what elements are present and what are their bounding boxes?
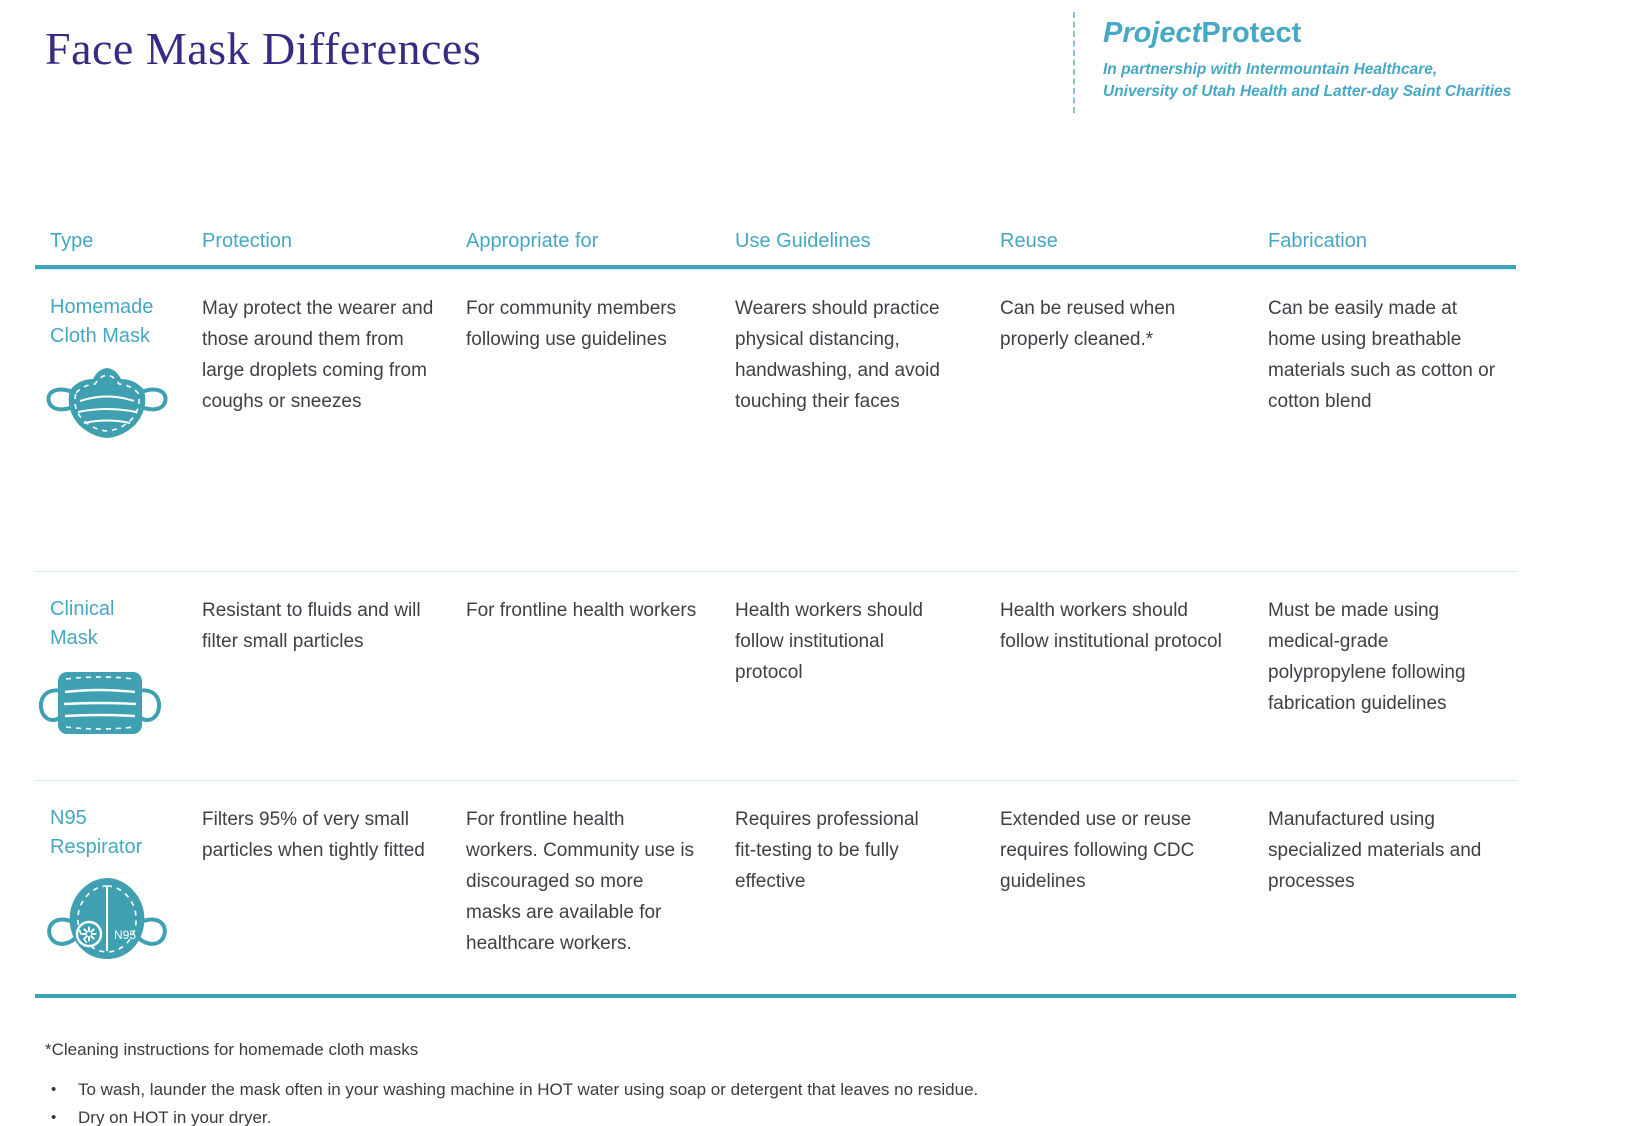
- reuse-text: Extended use or reuse requires following CDC guidelines: [1000, 809, 1195, 892]
- table-row-clinical-mask: [35, 571, 1516, 780]
- appropriate-for-text: For frontline health workers. Community use is discouraged so more masks are available for healthcare workers.: [466, 809, 695, 954]
- column-header-protection: Protection: [202, 230, 293, 252]
- fabrication-text: Can be easily made at home using breathable materials such as cotton or cotton blend: [1268, 298, 1496, 412]
- reuse-cell: [1000, 270, 1268, 571]
- type-cell: [35, 572, 202, 780]
- cleaning-bullet: • Dry on HOT in your dryer.: [45, 1104, 1145, 1126]
- cleaning-bullet: • To wash, launder the mask often in your washing machine in HOT water using soap or detergent that leaves no residue.: [45, 1076, 1145, 1104]
- use-guidelines-text: Requires professional fit-testing to be fully effective: [735, 809, 919, 892]
- brand-logo: [1103, 16, 1511, 50]
- n95-mask-icon: [42, 872, 172, 964]
- use-guidelines-cell: [735, 781, 1000, 994]
- fabrication-text: Manufactured using specialized materials and processes: [1268, 809, 1482, 892]
- footer: [45, 1040, 1145, 1126]
- mask-type-label: Homemade Cloth Mask: [50, 296, 154, 347]
- reuse-text: Health workers should follow institutional protocol: [1000, 600, 1222, 652]
- protection-cell: [202, 781, 466, 994]
- brand-name-italic: Project: [1103, 17, 1202, 49]
- mask-comparison-table: [35, 222, 1516, 998]
- protection-text: Resistant to fluids and will filter small particles: [202, 600, 421, 652]
- protection-cell: [202, 270, 466, 571]
- protection-cell: [202, 572, 466, 780]
- appropriate-for-cell: [466, 270, 735, 571]
- brand-tagline: [1103, 59, 1511, 103]
- appropriate-for-cell: [466, 781, 735, 994]
- column-header-type: Type: [50, 230, 94, 252]
- reuse-cell: [1000, 781, 1268, 994]
- table-header-row: [35, 222, 1516, 265]
- column-header-appropriate-for: Appropriate for: [466, 230, 599, 252]
- reuse-text: Can be reused when properly cleaned.*: [1000, 298, 1176, 350]
- use-guidelines-text: Health workers should follow institutional protocol: [735, 600, 923, 683]
- mask-type-label: Clinical Mask: [50, 598, 115, 649]
- appropriate-for-text: For community members following use guidelines: [466, 298, 677, 350]
- table-row-n95-respirator: [35, 780, 1516, 994]
- brand-block: [1073, 12, 1511, 113]
- protection-text: Filters 95% of very small particles when tightly fitted: [202, 809, 425, 861]
- n95-icon-label: N95: [114, 928, 137, 942]
- column-header-reuse: Reuse: [1000, 230, 1058, 252]
- column-header-fabrication: Fabrication: [1268, 230, 1367, 252]
- use-guidelines-cell: [735, 572, 1000, 780]
- reuse-cell: [1000, 572, 1268, 780]
- use-guidelines-cell: [735, 270, 1000, 571]
- page-title: Face Mask Differences: [45, 23, 482, 74]
- cloth-mask-icon: [42, 361, 172, 451]
- use-guidelines-text: Wearers should practice physical distancing, handwashing, and avoid touching their faces: [735, 298, 940, 412]
- cleaning-bullet-list: [45, 1076, 1145, 1126]
- type-cell: [35, 781, 202, 994]
- appropriate-for-text: For frontline health workers: [466, 600, 697, 621]
- fabrication-text: Must be made using medical-grade polypropylene following fabrication guidelines: [1268, 600, 1466, 714]
- fabrication-cell: [1268, 781, 1516, 994]
- table-bottom-rule: [35, 994, 1516, 998]
- appropriate-for-cell: [466, 572, 735, 780]
- brand-tagline-line2: University of Utah Health and Latter-day Saint Charities: [1103, 83, 1512, 100]
- mask-type-label: N95 Respirator: [50, 807, 143, 858]
- brand-tagline-line1: In partnership with Intermountain Healthcare,: [1103, 61, 1438, 78]
- fabrication-cell: [1268, 572, 1516, 780]
- protection-text: May protect the wearer and those around them from large droplets coming from coughs or sneezes: [202, 298, 434, 412]
- fabrication-cell: [1268, 270, 1516, 571]
- table-row-homemade-cloth-mask: [35, 269, 1516, 571]
- surgical-mask-icon: [35, 667, 165, 739]
- column-header-use-guidelines: Use Guidelines: [735, 230, 871, 252]
- brand-name-regular: Protect: [1201, 17, 1302, 49]
- cleaning-footnote: *Cleaning instructions for homemade cloth masks: [45, 1040, 419, 1059]
- type-cell: [35, 270, 202, 571]
